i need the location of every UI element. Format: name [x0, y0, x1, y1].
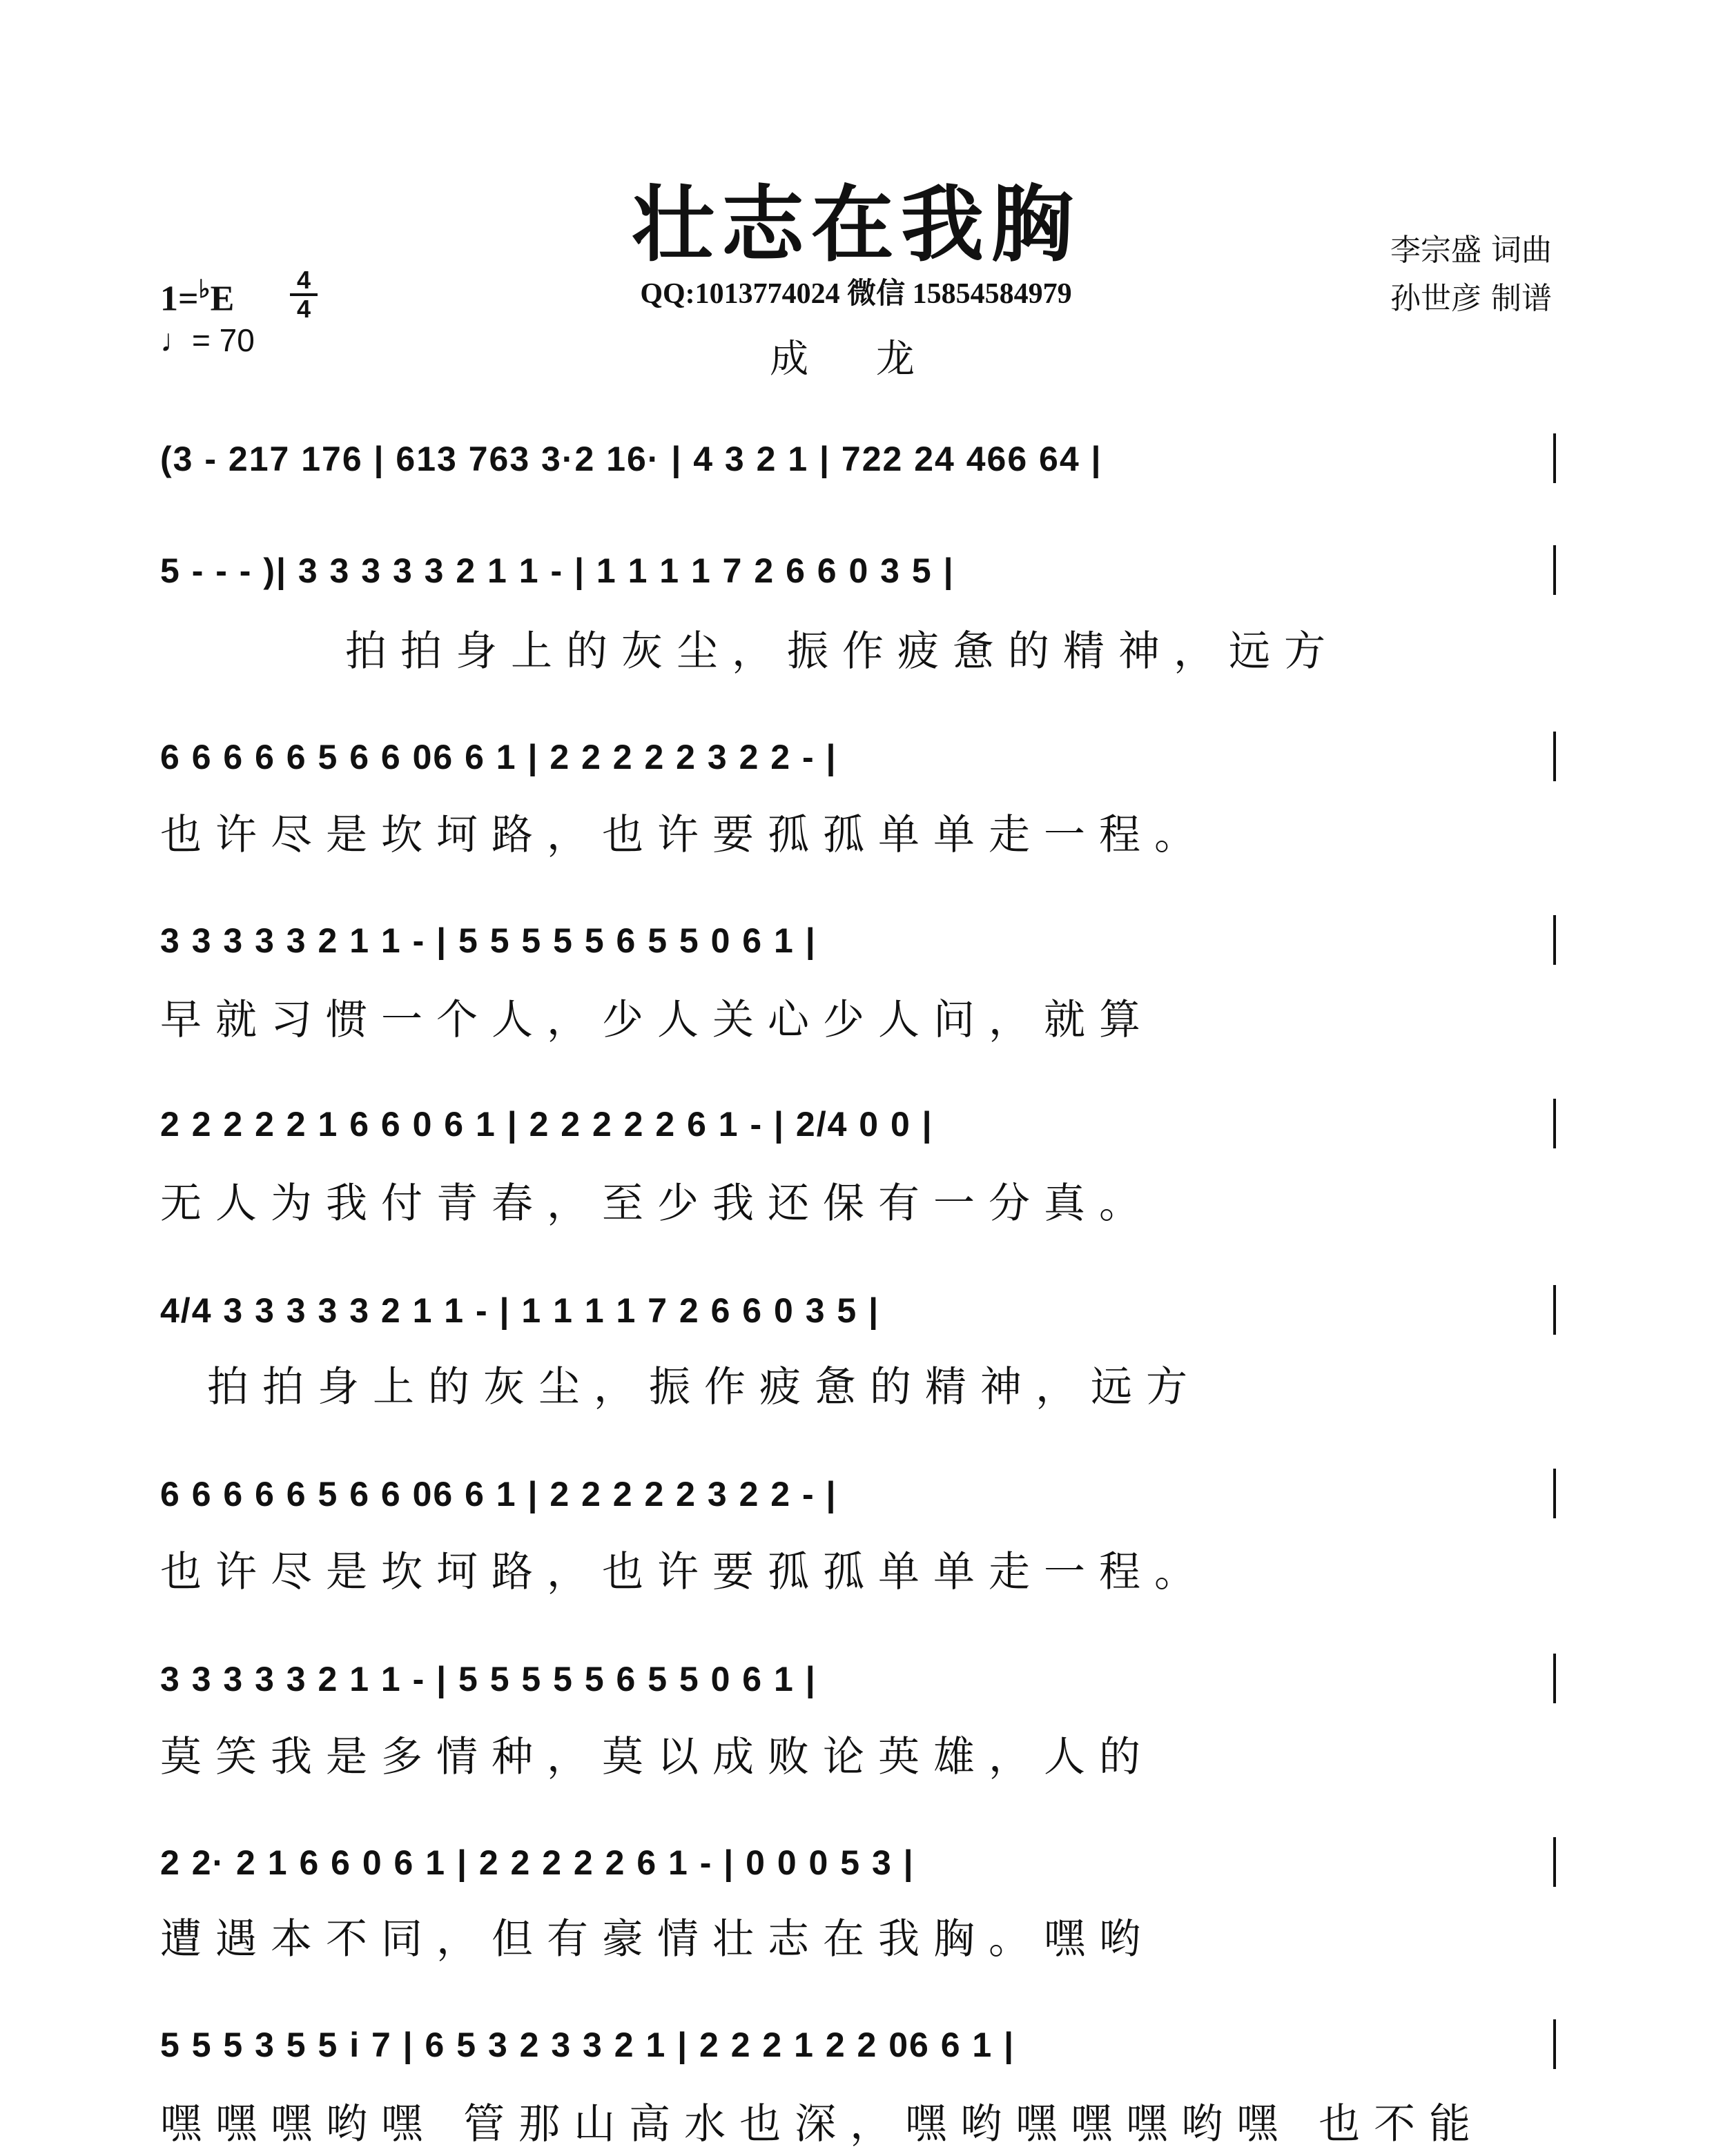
barline — [1553, 732, 1556, 781]
barline — [1553, 545, 1556, 595]
notation-line: 3 3 3 3 3 2 1 1 - | 5 5 5 5 5 6 5 5 0 6 1 | — [160, 921, 817, 960]
key-prefix: 1= — [160, 279, 199, 319]
time-signature-top: 4 — [296, 266, 311, 294]
notation-line: 3 3 3 3 3 2 1 1 - | 5 5 5 5 5 6 5 5 0 6 1 | — [160, 1660, 817, 1698]
lyrics-line: 遭遇本不同，但有豪情壮志在我胸。嘿哟 — [160, 1915, 1154, 1963]
lyricist-composer: 李宗盛 词曲 — [1390, 233, 1552, 268]
barline — [1553, 1837, 1556, 1887]
notation-line: 5 5 5 3 5 5 i 7 | 6 5 3 2 3 3 2 1 | 2 2 2 1 2 2 06 6 1 | — [160, 2026, 1015, 2064]
lyrics-line: 拍拍身上的灰尘，振作疲惫的精神，远方 — [207, 1363, 1201, 1411]
time-signature-bottom: 4 — [296, 295, 311, 323]
notation-line: 2 2· 2 1 6 6 0 6 1 | 2 2 2 2 2 6 1 - | 0 0 0 5 3 | — [160, 1843, 915, 1882]
barline — [1553, 1285, 1556, 1335]
lyrics-line: 也许尽是坎坷路，也许要孤孤单单走一程。 — [160, 1548, 1209, 1596]
notation-line: 6 6 6 6 6 5 6 6 06 6 1 | 2 2 2 2 2 3 2 2 - | — [160, 738, 837, 776]
key-letter: E — [210, 279, 235, 319]
singer-name: 成 龙 — [770, 337, 942, 382]
transcriber: 孙世彦 制谱 — [1390, 281, 1552, 316]
notation-line: (3 - 217 176 | 613 763 3·2 16· | 4 3 2 1 | 722 24 466 64 | — [160, 440, 1102, 478]
lyrics-line: 莫笑我是多情种，莫以成败论英雄，人的 — [160, 1733, 1154, 1781]
lyrics-line: 也许尽是坎坷路，也许要孤孤单单走一程。 — [160, 811, 1209, 859]
notation-line: 4/4 3 3 3 3 3 2 1 1 - | 1 1 1 1 7 2 6 6 0 3 5 | — [160, 1291, 880, 1330]
contact-info: QQ:1013774024 微信 15854584979 — [640, 278, 1072, 310]
key-signature — [160, 275, 234, 319]
barline — [1553, 1654, 1556, 1703]
barline — [1553, 915, 1556, 965]
notation-line: 2 2 2 2 2 1 6 6 0 6 1 | 2 2 2 2 2 6 1 - | 2/4 0 0 | — [160, 1105, 933, 1144]
lyrics-line: 无人为我付青春，至少我还保有一分真。 — [160, 1179, 1154, 1228]
notation-line: 5 - - - )| 3 3 3 3 3 2 1 1 - | 1 1 1 1 7 2 6 6 0 3 5 | — [160, 551, 955, 590]
flat-sign: ♭ — [198, 275, 211, 303]
notation-line: 6 6 6 6 6 5 6 6 06 6 1 | 2 2 2 2 2 3 2 2 - | — [160, 1475, 837, 1513]
lyrics-line: 早就习惯一个人，少人关心少人问，就算 — [160, 996, 1154, 1044]
lyrics-line: 拍拍身上的灰尘，振作疲惫的精神，远方 — [345, 627, 1339, 676]
barline — [1553, 433, 1556, 483]
barline — [1553, 2019, 1556, 2069]
lyrics-line: 嘿嘿嘿哟嘿 管那山高水也深，嘿哟嘿嘿嘿哟嘿 也不能 — [160, 2100, 1485, 2148]
time-signature — [290, 268, 318, 322]
barline — [1553, 1469, 1556, 1518]
song-title: 壮志在我胸 — [632, 176, 1080, 273]
barline — [1553, 1099, 1556, 1148]
tempo-marking: ♩= 70 — [160, 322, 255, 358]
